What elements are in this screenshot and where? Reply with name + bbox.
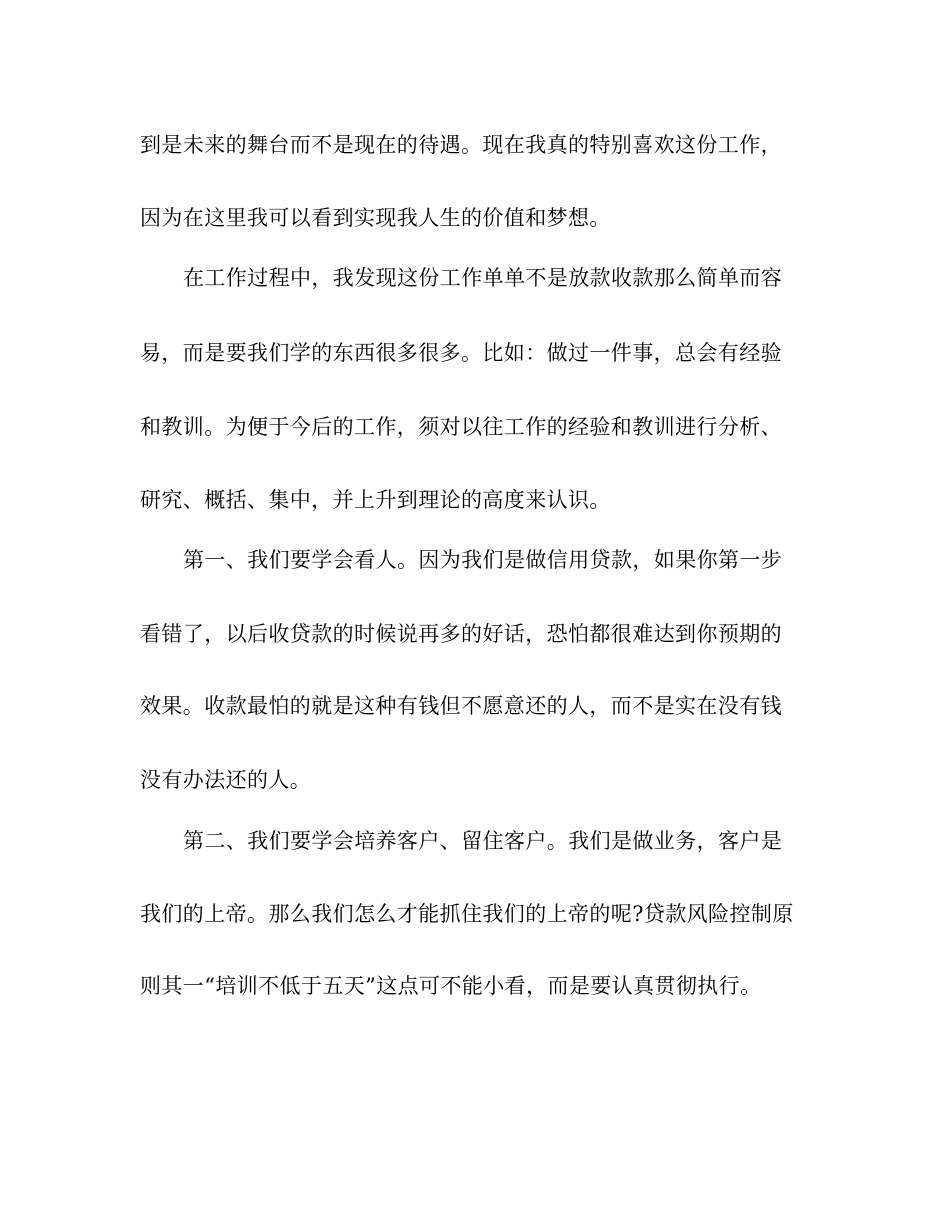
text-line: 易，而是要我们学的东西很多很多。比如：做过一件事，总会有经验 <box>140 341 782 365</box>
text-line: 和教训。为便于今后的工作，须对以往工作的经验和教训进行分析、 <box>140 415 782 439</box>
paragraph-start-line: 在工作过程中，我发现这份工作单单不是放款收款那么简单而容 <box>183 266 783 290</box>
text-line: 我们的上帝。那么我们怎么才能抓住我们的上帝的呢?贷款风险控制原 <box>140 902 794 926</box>
text-line: 则其一“培训不低于五天”这点可不能小看，而是要认真贯彻执行。 <box>140 974 762 998</box>
text-line: 效果。收款最怕的就是这种有钱但不愿意还的人，而不是实在没有钱 <box>140 694 782 718</box>
paragraph-start-line: 第二、我们要学会培养客户、留住客户。我们是做业务，客户是 <box>183 829 783 853</box>
text-line: 因为在这里我可以看到实现我人生的价值和梦想。 <box>140 206 611 230</box>
text-line: 没有办法还的人。 <box>140 768 312 792</box>
text-line: 看错了，以后收贷款的时候说再多的好话，恐怕都很难达到你预期的 <box>140 622 782 646</box>
paragraph-start-line: 第一、我们要学会看人。因为我们是做信用贷款，如果你第一步 <box>183 548 783 572</box>
text-line: 到是未来的舞台而不是现在的待遇。现在我真的特别喜欢这份工作， <box>140 133 782 157</box>
text-line: 研究、概括、集中，并上升到理论的高度来认识。 <box>140 488 611 512</box>
